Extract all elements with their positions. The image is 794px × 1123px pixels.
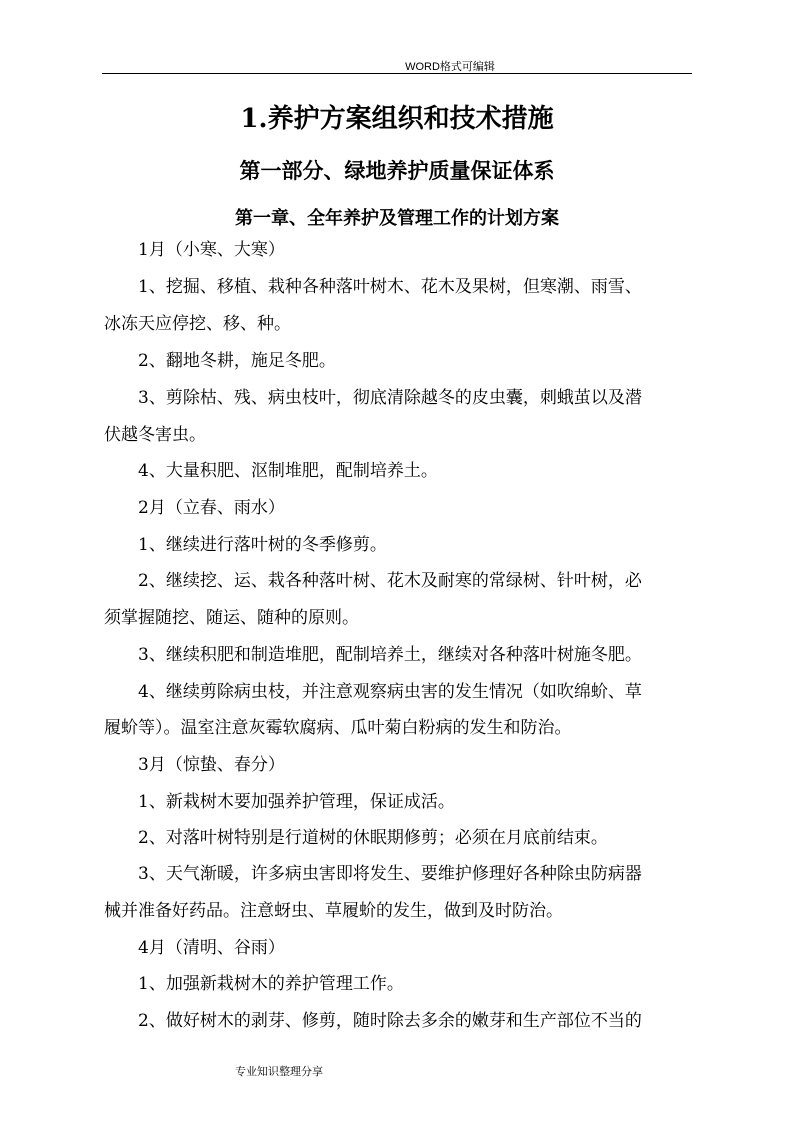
paragraph-line: 1、新栽树木要加强养护管理，保证成活。: [104, 792, 455, 812]
paragraph-line: 4、大量积肥、沤制堆肥，配制培养土。: [104, 461, 438, 481]
paragraph-line: 2、对落叶树特别是行道树的休眠期修剪；必须在月底前结束。: [104, 828, 608, 848]
paragraph-line: 2、做好树木的剥芽、修剪，随时除去多余的嫩芽和生产部位不当的: [104, 1011, 642, 1031]
paragraph-line: 伏越冬害虫。: [104, 425, 206, 445]
paragraph-line: 须掌握随挖、随运、随种的原则。: [104, 608, 359, 628]
paragraph-line: 2、翻地冬耕，施足冬肥。: [104, 351, 336, 371]
header-divider: [102, 73, 692, 74]
paragraph-line: 1、继续进行落叶树的冬季修剪。: [104, 535, 387, 555]
paragraph-line: 3、继续积肥和制造堆肥，配制培养土，继续对各种落叶树施冬肥。: [104, 645, 642, 665]
document-title: 1.养护方案组织和技术措施: [240, 104, 554, 134]
paragraph-line: 2、继续挖、运、栽各种落叶树、花木及耐寒的常绿树、针叶树，必: [104, 571, 642, 591]
paragraph-line: 履蚧等）。温室注意灰霉软腐病、瓜叶菊白粉病的发生和防治。: [104, 718, 572, 738]
paragraph-line: 1、加强新栽树木的养护管理工作。: [104, 974, 404, 994]
paragraph-line: 械并准备好药品。注意蚜虫、草履蚧的发生，做到及时防治。: [104, 901, 563, 921]
month-heading: 4月（清明、谷雨）: [104, 938, 285, 958]
paragraph-line: 4、继续剪除病虫枝，并注意观察病虫害的发生情况（如吹绵蚧、草: [104, 682, 642, 702]
month-heading: 2月（立春、雨水）: [104, 498, 285, 518]
paragraph-line: 3、天气渐暖，许多病虫害即将发生、要维护修理好各种除虫防病器: [104, 864, 642, 884]
page-footer: 专业知识整理分享: [235, 1066, 323, 1078]
paragraph-line: 1、挖掘、移植、栽种各种落叶树木、花木及果树，但寒潮、雨雪、: [104, 277, 642, 297]
section-heading: 第一部分、绿地养护质量保证体系: [239, 158, 555, 183]
page-header: WORD格式可编辑: [405, 61, 495, 73]
month-heading: 3月（惊蛰、春分）: [104, 755, 285, 775]
chapter-heading: 第一章、全年养护及管理工作的计划方案: [235, 208, 559, 229]
month-heading: 1月（小寒、大寒）: [104, 240, 285, 260]
paragraph-line: 3、剪除枯、残、病虫枝叶，彻底清除越冬的皮虫囊，刺蛾茧以及潜: [104, 388, 642, 408]
paragraph-line: 冰冻天应停挖、移、种。: [104, 314, 291, 334]
